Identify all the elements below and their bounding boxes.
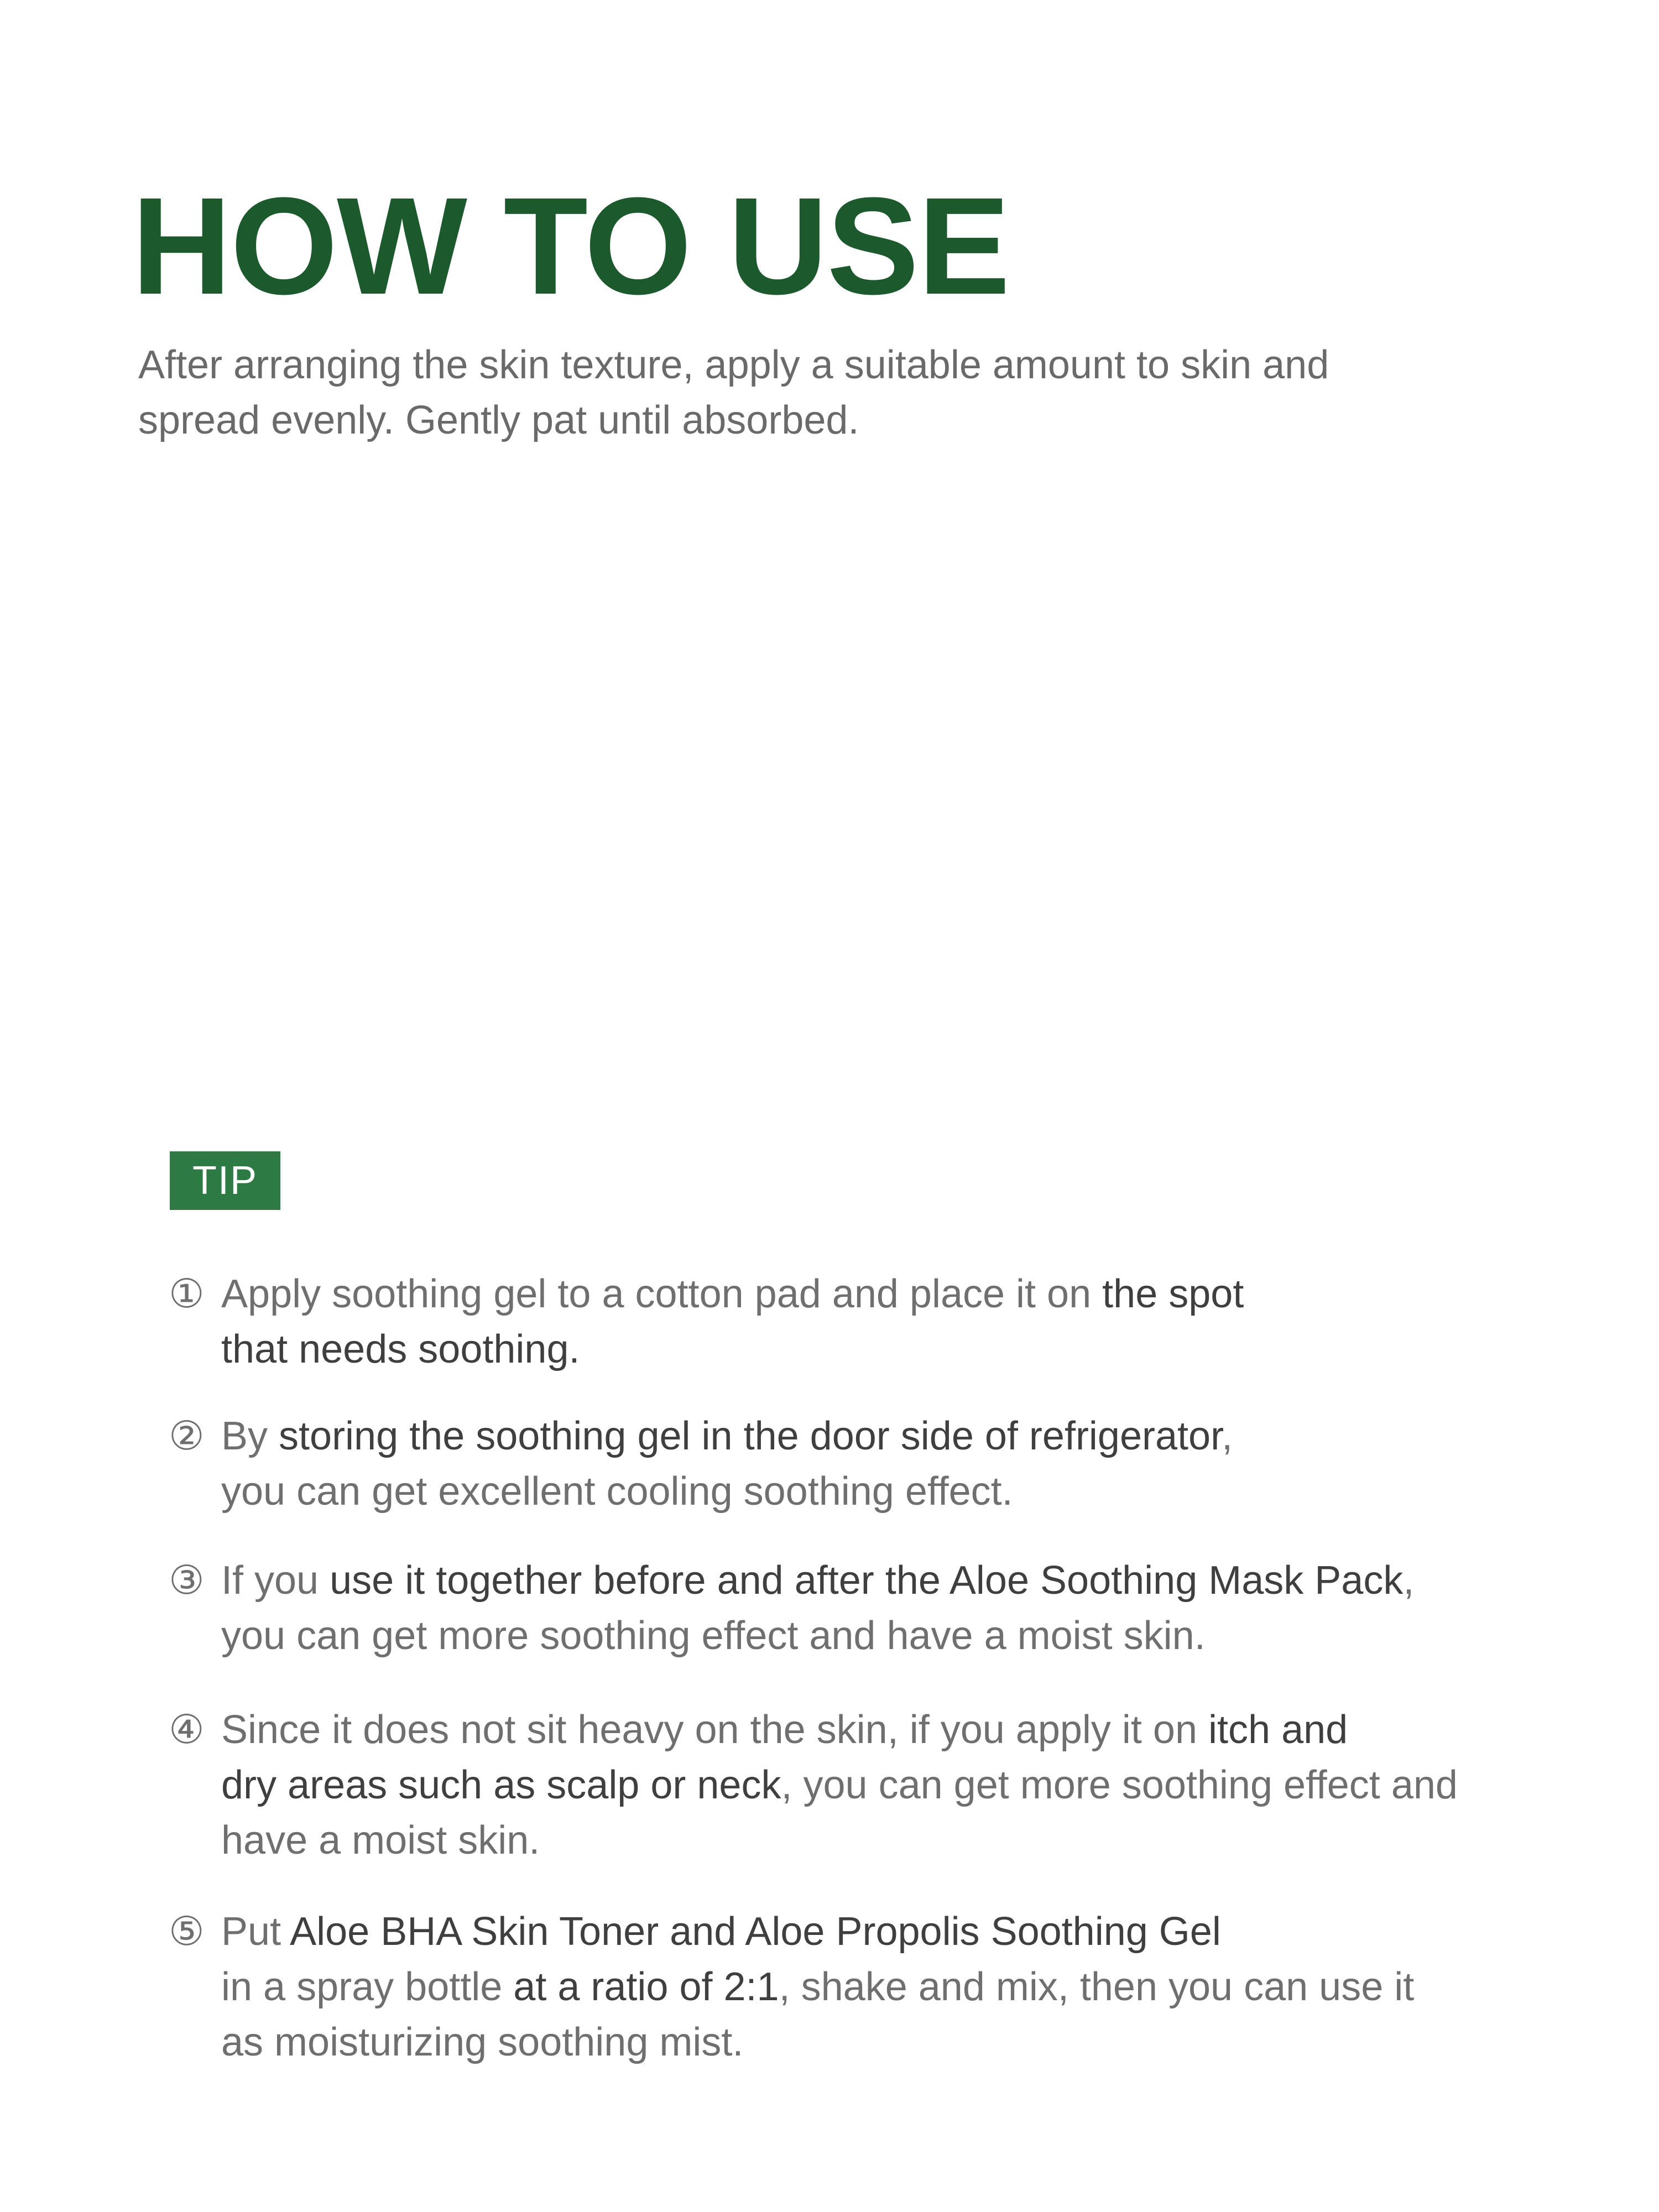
tip-line	[221, 1904, 1496, 1959]
page-title: HOW TO USE	[132, 169, 1009, 323]
tip-line	[221, 1266, 1496, 1322]
tip-line	[221, 1408, 1496, 1464]
tip-text: have a moist skin.	[221, 1818, 540, 1863]
tip-badge: TIP	[170, 1151, 280, 1210]
tip-emphasis: dry areas such as scalp or neck	[221, 1763, 781, 1807]
tip-emphasis: storing the soothing gel in the door side of refrigerator	[279, 1414, 1222, 1458]
tip-line	[221, 1959, 1496, 2015]
tip-text: Apply soothing gel to a cotton pad and place it on	[221, 1272, 1103, 1316]
intro-line: spread evenly. Gently pat until absorbed.	[138, 398, 859, 442]
tip-text: If you	[221, 1558, 330, 1603]
tip-text: you can get more soothing effect and have a moist skin.	[221, 1614, 1206, 1658]
tip-number-3: ③	[169, 1558, 205, 1603]
intro-line: After arranging the skin texture, apply a suitable amount to skin and	[138, 343, 1329, 387]
tip-text: Put	[221, 1910, 290, 1954]
tip-item-2	[169, 1408, 1496, 1519]
tip-item-3	[169, 1553, 1496, 1663]
tip-text: , you can get more soothing effect and	[781, 1763, 1458, 1807]
tip-emphasis: itch and	[1208, 1708, 1348, 1752]
tip-number-5: ⑤	[169, 1910, 205, 1954]
tip-emphasis: at a ratio of 2:1	[513, 1965, 779, 2009]
tip-text: By	[221, 1414, 279, 1458]
tip-text: as moisturizing soothing mist.	[221, 2020, 744, 2064]
tip-number-4: ④	[169, 1708, 205, 1752]
tip-text: you can get excellent cooling soothing effect.	[221, 1469, 1013, 1514]
tip-emphasis: use it together before and after the Aloe Soothing Mask Pack	[330, 1558, 1404, 1603]
tip-emphasis: Aloe BHA Skin Toner and Aloe Propolis Soothing Gel	[290, 1910, 1221, 1954]
intro-text	[138, 337, 1410, 448]
tip-text: ,	[1403, 1558, 1415, 1603]
tip-line	[221, 1702, 1496, 1757]
tip-item-4	[169, 1702, 1496, 1868]
tip-text: ,	[1222, 1414, 1233, 1458]
tip-list	[169, 1266, 1496, 2070]
tip-item-1	[169, 1266, 1496, 1377]
tip-text: Since it does not sit heavy on the skin, if you apply it on	[221, 1708, 1209, 1752]
tip-number-1: ①	[169, 1272, 205, 1316]
tip-emphasis: the spot	[1102, 1272, 1244, 1316]
tip-emphasis: that needs soothing.	[221, 1327, 580, 1371]
tip-text: in a spray bottle	[221, 1965, 514, 2009]
tip-line	[221, 1757, 1496, 1813]
tip-text: , shake and mix, then you can use it	[779, 1965, 1415, 2009]
tip-line	[221, 1553, 1496, 1608]
tip-number-2: ②	[169, 1414, 205, 1458]
tip-item-5	[169, 1904, 1496, 2070]
